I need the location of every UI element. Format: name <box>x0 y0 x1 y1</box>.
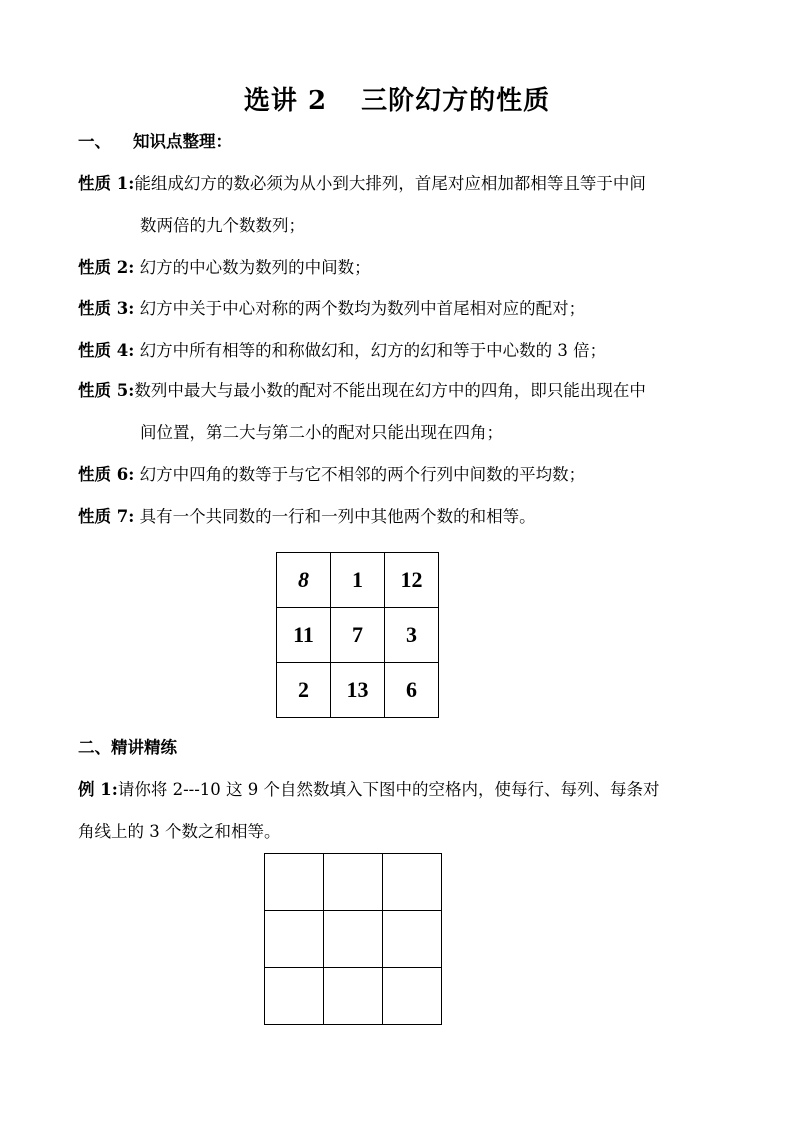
grid-cell: 7 <box>331 608 385 663</box>
property-label: 性质 2: <box>78 258 135 277</box>
property-text: 幻方的中心数为数列的中间数； <box>139 258 371 277</box>
grid-cell: 6 <box>385 663 439 718</box>
property-text: 幻方中关于中心对称的两个数均为数列中首尾相对应的配对； <box>139 299 586 318</box>
example-1-cont: 角线上的 3 个数之和相等。 <box>78 822 281 841</box>
section-1-number: 一、 <box>78 132 111 151</box>
grid-cell: 8 <box>277 553 331 608</box>
property-label: 性质 5: <box>78 381 135 400</box>
empty-cell[interactable] <box>324 911 383 968</box>
property-6 <box>78 461 585 485</box>
property-label: 性质 7: <box>78 507 135 526</box>
empty-cell[interactable] <box>383 968 442 1025</box>
empty-cell[interactable] <box>265 911 324 968</box>
property-text: 具有一个共同数的一行和一列中其他两个数的和相等。 <box>139 507 536 526</box>
property-7 <box>78 503 536 527</box>
example-1 <box>78 776 660 800</box>
grid-cell: 13 <box>331 663 385 718</box>
property-label: 性质 1: <box>78 174 135 193</box>
empty-cell[interactable] <box>324 854 383 911</box>
property-text: 数列中最大与最小数的配对不能出现在幻方中的四角，即只能出现在中 <box>134 381 646 400</box>
magic-square-grid <box>276 552 439 718</box>
example-text: 请你将 2---10 这 9 个自然数填入下图中的空格内，使每行、每列、每条对 <box>117 780 660 799</box>
property-1-cont: 数两倍的九个数数列； <box>140 216 305 235</box>
grid-cell: 11 <box>277 608 331 663</box>
property-5 <box>78 377 646 401</box>
title-topic: 三阶幻方的性质 <box>361 86 551 116</box>
grid-cell: 3 <box>385 608 439 663</box>
empty-grid <box>264 853 442 1025</box>
property-2 <box>78 254 371 278</box>
property-3 <box>78 295 585 319</box>
property-label: 性质 6: <box>78 465 135 484</box>
property-1 <box>78 170 646 194</box>
grid-cell: 12 <box>385 553 439 608</box>
property-text: 能组成幻方的数必须为从小到大排列，首尾对应相加都相等且等于中间 <box>134 174 646 193</box>
empty-cell[interactable] <box>265 854 324 911</box>
property-label: 性质 4: <box>78 341 135 360</box>
property-text: 幻方中四角的数等于与它不相邻的两个行列中间数的平均数； <box>139 465 586 484</box>
title-lesson: 选讲 2 <box>243 86 328 116</box>
property-5-cont: 间位置，第二大与第二小的配对只能出现在四角； <box>140 423 503 442</box>
empty-cell[interactable] <box>383 854 442 911</box>
empty-cell[interactable] <box>265 968 324 1025</box>
section-1-heading <box>78 128 232 152</box>
property-text: 幻方中所有相等的和称做幻和，幻方的幻和等于中心数的 3 倍； <box>139 341 607 360</box>
grid-cell: 2 <box>277 663 331 718</box>
section-1-label: 知识点整理： <box>133 132 232 151</box>
section-2-heading: 二、精讲精练 <box>78 738 177 757</box>
empty-cell[interactable] <box>324 968 383 1025</box>
property-label: 性质 3: <box>78 299 135 318</box>
example-label: 例 1: <box>78 780 118 799</box>
property-4 <box>78 337 606 361</box>
page-title <box>0 80 794 117</box>
grid-cell: 1 <box>331 553 385 608</box>
empty-cell[interactable] <box>383 911 442 968</box>
